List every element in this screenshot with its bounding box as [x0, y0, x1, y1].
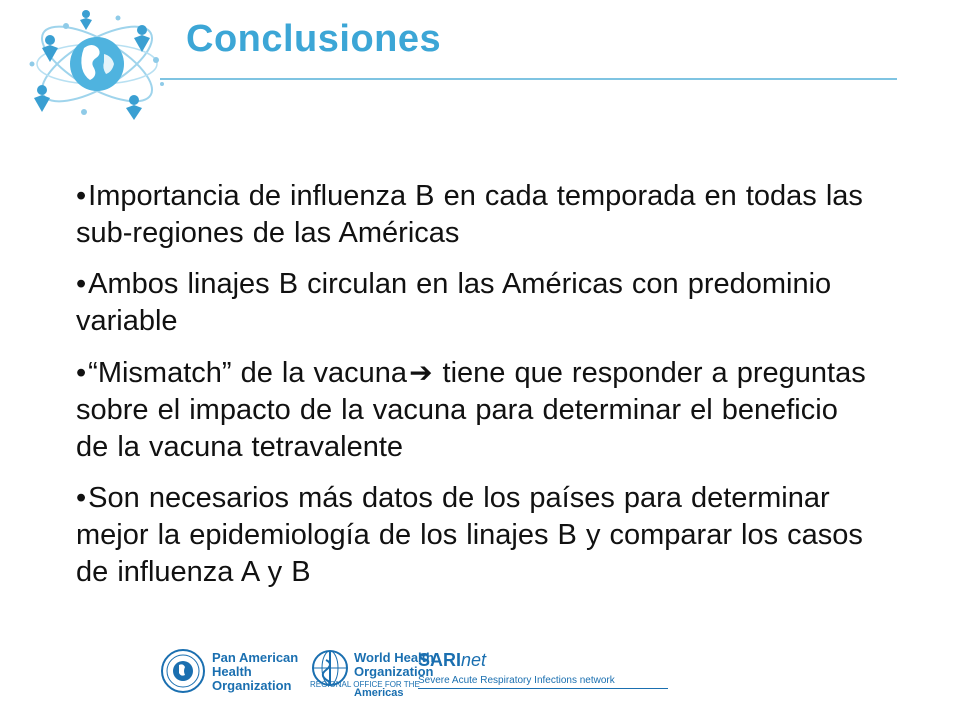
arrow-right-icon: ➔: [409, 357, 433, 388]
bullet-text-continued: tiene que responder a preguntas sobre el impacto de la vacuna para determinar el beneficio de la vacuna tetravalente: [76, 357, 866, 463]
footer-logos: [160, 648, 680, 700]
bullet-text: “Mismatch” de la vacuna: [88, 357, 408, 389]
paho-wordmark: [212, 651, 298, 693]
bullet-text: Son necesarios más datos de los países para determinar mejor la epidemiología de los linajes B y comparar los casos de influenza A y B: [76, 482, 863, 588]
title-divider: [160, 78, 897, 80]
sarinet-divider: [418, 688, 668, 689]
paho-emblem-icon: [160, 648, 206, 694]
who-line-2: Organization: [354, 664, 434, 679]
bullet-marker: •: [76, 482, 87, 514]
who-regional-office: REGIONAL OFFICE FOR THE: [310, 680, 420, 689]
slide-title: Conclusiones: [186, 18, 442, 60]
sari-name-italic: net: [461, 650, 487, 670]
bullet-list: [76, 178, 876, 605]
paho-line-1: Pan American: [212, 650, 299, 665]
who-line-1: World Health: [354, 650, 434, 665]
sarinet-subtitle: Severe Acute Respiratory Infections network: [418, 675, 615, 686]
bullet-text: Importancia de influenza B en cada temporada en todas las sub-regiones de las Américas: [76, 180, 863, 249]
paho-line-2: Health: [212, 664, 252, 679]
bullet-item: [76, 178, 876, 252]
bullet-marker: •: [76, 180, 87, 212]
bullet-item: [76, 354, 876, 466]
who-region: Americas: [354, 687, 404, 699]
bullet-item: [76, 266, 876, 340]
sari-name-bold: SARI: [418, 650, 462, 670]
bullet-marker: •: [76, 268, 87, 300]
bullet-item: [76, 480, 876, 591]
bullet-text: Ambos linajes B circulan en las Américas con predominio variable: [76, 268, 832, 337]
globe-with-figures-logo: [22, 4, 172, 122]
sarinet-logo: [418, 650, 486, 671]
bullet-marker: •: [76, 357, 87, 389]
paho-line-3: Organization: [212, 678, 292, 693]
